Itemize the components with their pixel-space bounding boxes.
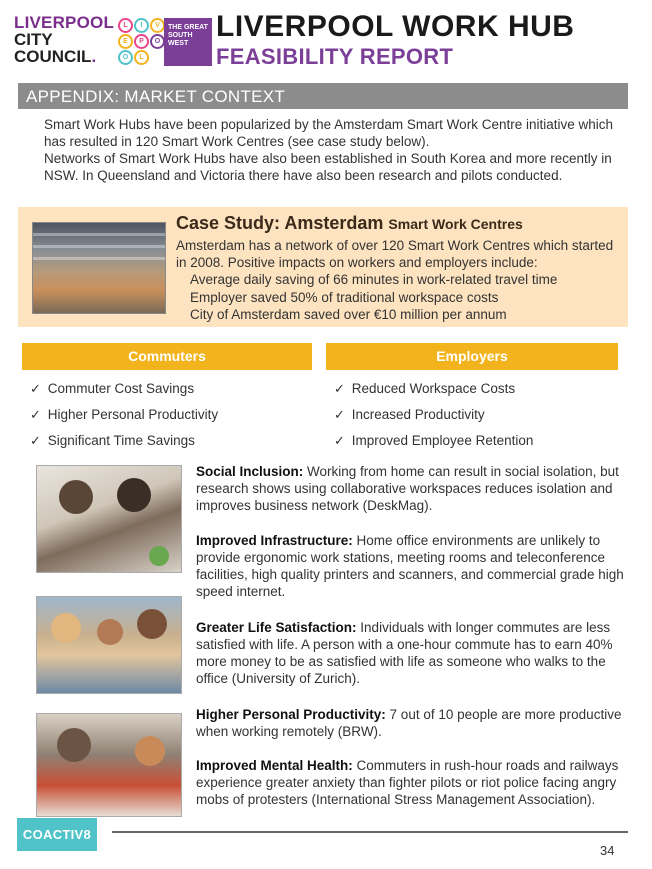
- list-item: [334, 432, 618, 458]
- cluster-letter: O: [150, 34, 165, 49]
- council-logo-line2: CITY: [14, 30, 53, 49]
- productive-workers-photo: [36, 713, 182, 817]
- person-shape: [97, 619, 123, 645]
- intro-paragraph-1: Smart Work Hubs have been popularized by the Amsterdam Smart Work Centre initiative which has resulted in 120 Smart Work Centres (see case study below).: [44, 117, 613, 149]
- stressed-workers-photo: [36, 465, 182, 573]
- paragraph-text: 7 out of 10 people are more productive when working remotely (BRW).: [196, 707, 622, 739]
- benefit-label: Commuter Cost Savings: [47, 381, 195, 396]
- check-icon: ✓: [334, 433, 345, 448]
- employers-header: Employers: [326, 343, 618, 370]
- list-item: [30, 406, 310, 432]
- paragraph-heading: Greater Life Satisfaction:: [196, 620, 357, 635]
- benefit-label: Reduced Workspace Costs: [351, 381, 516, 396]
- case-study-bullet: Employer saved 50% of traditional workspace costs: [190, 289, 499, 305]
- paragraph-text: Individuals with longer commutes are less satisfied with life. A person with a one-hour commute has to earn 40% more money to be as satisfied with life as someone who walks to the office (University of Zurich).: [196, 620, 613, 686]
- case-study-title-small: Smart Work Centres: [388, 216, 523, 232]
- person-shape: [137, 609, 167, 639]
- paragraph-heading: Improved Infrastructure:: [196, 533, 353, 548]
- liverpool-cluster-logo: [118, 18, 214, 66]
- case-study-title-main: Case Study: Amsterdam: [176, 213, 384, 233]
- check-icon: ✓: [334, 407, 345, 422]
- case-study-title: [176, 213, 523, 234]
- paragraph-text: Working from home can result in social isolation, but research shows using collaborative workspaces reduces isolation and improves business network (DeskMag).: [196, 464, 619, 513]
- great-south-west-block: THE GREAT SOUTH WEST: [164, 18, 212, 66]
- report-title: LIVERPOOL WORK HUB: [216, 10, 575, 43]
- cluster-letter: P: [134, 34, 149, 49]
- case-study-bullet: Average daily saving of 66 minutes in work-related travel time: [190, 272, 558, 287]
- check-icon: ✓: [30, 433, 41, 448]
- cluster-letter: L: [134, 50, 149, 65]
- person-shape: [57, 728, 91, 762]
- coactiv8-logo: COACTIV8: [17, 818, 97, 851]
- cluster-letter: E: [118, 34, 133, 49]
- section-title-bar: APPENDIX: MARKET CONTEXT: [18, 83, 628, 109]
- check-icon: ✓: [30, 407, 41, 422]
- person-shape: [59, 480, 93, 514]
- council-logo-line1: LIVERPOOL: [14, 13, 115, 32]
- list-item: [334, 380, 618, 406]
- person-shape: [135, 736, 165, 766]
- council-logo-line3-text: COUNCIL: [14, 47, 92, 66]
- benefit-label: Increased Productivity: [351, 407, 485, 422]
- person-shape: [51, 613, 81, 643]
- happy-coworkers-photo: [36, 596, 182, 694]
- plant-shape: [149, 546, 169, 566]
- person-shape: [117, 478, 151, 512]
- council-logo-line3: [14, 48, 106, 65]
- improved-infrastructure-paragraph: [196, 532, 624, 600]
- cluster-letter: O: [118, 50, 133, 65]
- case-study-bullets: [190, 271, 620, 324]
- intro-text: [44, 116, 624, 184]
- photo-light-strip: [33, 233, 165, 236]
- photo-light-strip: [33, 257, 165, 260]
- intro-paragraph-2: Networks of Smart Work Hubs have also been established in South Korea and more recently in NSW. In Queensland and Victoria there have also been research and pilots conducted.: [44, 151, 612, 183]
- check-icon: ✓: [30, 381, 41, 396]
- paragraph-text: Commuters in rush-hour roads and railways experience greater anxiety than fighter pilots or riot police facing angry mobs of protesters (International Stress Management Association).: [196, 758, 619, 807]
- benefit-label: Improved Employee Retention: [351, 433, 534, 448]
- personal-productivity-paragraph: [196, 706, 624, 740]
- amsterdam-office-photo: [32, 222, 166, 314]
- list-item: [30, 432, 310, 458]
- paragraph-heading: Improved Mental Health:: [196, 758, 353, 773]
- benefit-label: Significant Time Savings: [47, 433, 195, 448]
- paragraph-heading: Higher Personal Productivity:: [196, 707, 386, 722]
- cluster-letter: V: [150, 18, 165, 33]
- paragraph-text: Home office environments are unlikely to provide ergonomic work stations, meeting rooms and teleconference facilities, high quality printers and scanners, and commercial grade high speed internet.: [196, 533, 624, 599]
- commuters-header: Commuters: [22, 343, 312, 370]
- case-study-text: Amsterdam has a network of over 120 Smart Work Centres which started in 2008. Positive impacts on workers and employers include:: [176, 238, 614, 270]
- footer-divider: [112, 831, 628, 833]
- benefit-label: Higher Personal Productivity: [47, 407, 219, 422]
- paragraph-heading: Social Inclusion:: [196, 464, 304, 479]
- case-study-bullet: City of Amsterdam saved over €10 million per annum: [190, 307, 507, 322]
- report-subtitle: FEASIBILITY REPORT: [216, 44, 454, 69]
- list-item: [30, 380, 310, 406]
- council-logo-dot: .: [91, 47, 97, 66]
- commuters-benefits-list: [30, 380, 310, 458]
- check-icon: ✓: [334, 381, 345, 396]
- life-satisfaction-paragraph: [196, 619, 624, 687]
- list-item: [334, 406, 618, 432]
- council-logo: [14, 13, 115, 66]
- photo-light-strip: [33, 245, 165, 248]
- employers-benefits-list: [334, 380, 618, 458]
- mental-health-paragraph: [196, 757, 624, 808]
- page-number: 34: [600, 843, 615, 858]
- cluster-letter: I: [134, 18, 149, 33]
- cluster-letter: L: [118, 18, 133, 33]
- social-inclusion-paragraph: [196, 463, 624, 514]
